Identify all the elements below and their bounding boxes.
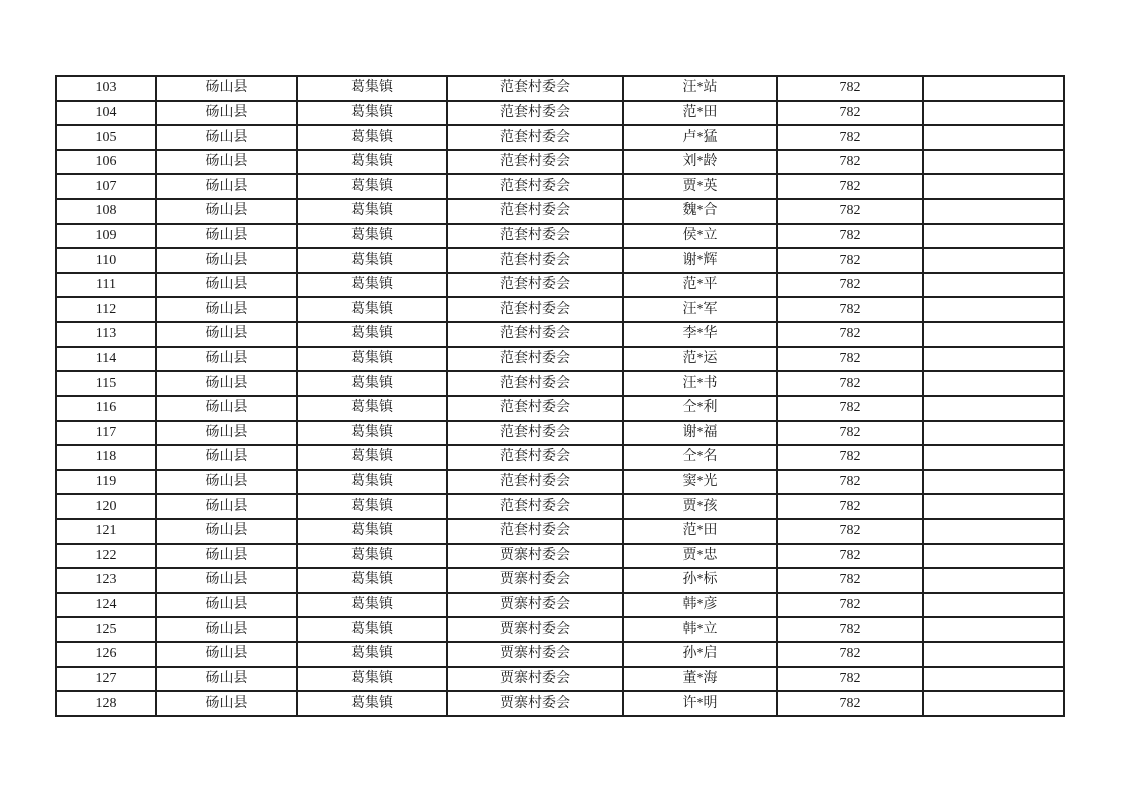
cell-village: 范套村委会 (447, 371, 623, 396)
cell-village: 范套村委会 (447, 421, 623, 446)
cell-county: 砀山县 (156, 371, 297, 396)
cell-person-name: 刘*龄 (623, 150, 777, 175)
cell-row-number: 106 (56, 150, 156, 175)
cell-village: 范套村委会 (447, 322, 623, 347)
cell-row-number: 124 (56, 593, 156, 618)
cell-person-name: 范*田 (623, 519, 777, 544)
cell-person-name: 范*田 (623, 101, 777, 126)
cell-value: 782 (777, 297, 923, 322)
cell-county: 砀山县 (156, 273, 297, 298)
cell-row-number: 116 (56, 396, 156, 421)
cell-county: 砀山县 (156, 347, 297, 372)
cell-village: 范套村委会 (447, 470, 623, 495)
cell-note (923, 642, 1064, 667)
cell-note (923, 470, 1064, 495)
cell-person-name: 贾*英 (623, 174, 777, 199)
cell-person-name: 汪*军 (623, 297, 777, 322)
table-row (56, 273, 1064, 298)
cell-village: 范套村委会 (447, 101, 623, 126)
table-row (56, 125, 1064, 150)
roster-table (55, 75, 1065, 717)
cell-town: 葛集镇 (297, 248, 447, 273)
table-row (56, 593, 1064, 618)
cell-row-number: 103 (56, 76, 156, 101)
cell-town: 葛集镇 (297, 371, 447, 396)
cell-village: 贾寨村委会 (447, 667, 623, 692)
cell-value: 782 (777, 347, 923, 372)
cell-note (923, 224, 1064, 249)
table-row (56, 667, 1064, 692)
cell-person-name: 范*运 (623, 347, 777, 372)
cell-village: 范套村委会 (447, 174, 623, 199)
cell-town: 葛集镇 (297, 224, 447, 249)
cell-value: 782 (777, 691, 923, 716)
cell-town: 葛集镇 (297, 617, 447, 642)
cell-village: 范套村委会 (447, 150, 623, 175)
cell-note (923, 667, 1064, 692)
cell-note (923, 568, 1064, 593)
cell-person-name: 韩*立 (623, 617, 777, 642)
cell-row-number: 118 (56, 445, 156, 470)
cell-note (923, 248, 1064, 273)
cell-row-number: 127 (56, 667, 156, 692)
cell-town: 葛集镇 (297, 593, 447, 618)
cell-village: 范套村委会 (447, 519, 623, 544)
cell-row-number: 104 (56, 101, 156, 126)
cell-value: 782 (777, 174, 923, 199)
cell-value: 782 (777, 248, 923, 273)
cell-village: 范套村委会 (447, 199, 623, 224)
cell-town: 葛集镇 (297, 642, 447, 667)
cell-village: 范套村委会 (447, 273, 623, 298)
cell-county: 砀山县 (156, 593, 297, 618)
cell-county: 砀山县 (156, 568, 297, 593)
cell-person-name: 仝*名 (623, 445, 777, 470)
cell-note (923, 101, 1064, 126)
cell-town: 葛集镇 (297, 667, 447, 692)
cell-person-name: 孙*启 (623, 642, 777, 667)
cell-note (923, 322, 1064, 347)
cell-row-number: 123 (56, 568, 156, 593)
cell-note (923, 445, 1064, 470)
cell-county: 砀山县 (156, 76, 297, 101)
cell-person-name: 李*华 (623, 322, 777, 347)
table-row (56, 174, 1064, 199)
cell-town: 葛集镇 (297, 150, 447, 175)
cell-value: 782 (777, 273, 923, 298)
cell-county: 砀山县 (156, 421, 297, 446)
cell-person-name: 窦*光 (623, 470, 777, 495)
cell-person-name: 董*海 (623, 667, 777, 692)
cell-row-number: 122 (56, 544, 156, 569)
cell-person-name: 孙*标 (623, 568, 777, 593)
cell-person-name: 侯*立 (623, 224, 777, 249)
cell-village: 贾寨村委会 (447, 691, 623, 716)
cell-county: 砀山县 (156, 642, 297, 667)
cell-person-name: 许*明 (623, 691, 777, 716)
cell-county: 砀山县 (156, 224, 297, 249)
cell-row-number: 114 (56, 347, 156, 372)
cell-town: 葛集镇 (297, 199, 447, 224)
cell-village: 贾寨村委会 (447, 617, 623, 642)
table-row (56, 371, 1064, 396)
cell-note (923, 273, 1064, 298)
cell-value: 782 (777, 617, 923, 642)
cell-person-name: 贾*孩 (623, 494, 777, 519)
cell-county: 砀山县 (156, 248, 297, 273)
cell-person-name: 韩*彦 (623, 593, 777, 618)
table-row (56, 617, 1064, 642)
cell-row-number: 115 (56, 371, 156, 396)
cell-county: 砀山县 (156, 297, 297, 322)
table-row (56, 297, 1064, 322)
table-row (56, 494, 1064, 519)
cell-note (923, 297, 1064, 322)
cell-note (923, 396, 1064, 421)
cell-value: 782 (777, 125, 923, 150)
table-row (56, 568, 1064, 593)
cell-person-name: 谢*辉 (623, 248, 777, 273)
table-row (56, 347, 1064, 372)
cell-county: 砀山县 (156, 101, 297, 126)
cell-row-number: 112 (56, 297, 156, 322)
cell-value: 782 (777, 101, 923, 126)
cell-village: 范套村委会 (447, 297, 623, 322)
cell-row-number: 119 (56, 470, 156, 495)
table-row (56, 691, 1064, 716)
cell-note (923, 593, 1064, 618)
table-row (56, 224, 1064, 249)
table-body (56, 76, 1064, 716)
cell-value: 782 (777, 224, 923, 249)
cell-town: 葛集镇 (297, 519, 447, 544)
cell-person-name: 仝*利 (623, 396, 777, 421)
cell-town: 葛集镇 (297, 322, 447, 347)
table-row (56, 150, 1064, 175)
cell-value: 782 (777, 445, 923, 470)
table-row (56, 199, 1064, 224)
cell-village: 范套村委会 (447, 494, 623, 519)
cell-county: 砀山县 (156, 494, 297, 519)
cell-note (923, 125, 1064, 150)
cell-county: 砀山县 (156, 174, 297, 199)
cell-town: 葛集镇 (297, 691, 447, 716)
cell-note (923, 199, 1064, 224)
table-row (56, 396, 1064, 421)
cell-note (923, 494, 1064, 519)
cell-person-name: 范*平 (623, 273, 777, 298)
cell-note (923, 371, 1064, 396)
cell-village: 贾寨村委会 (447, 568, 623, 593)
cell-person-name: 汪*站 (623, 76, 777, 101)
cell-person-name: 谢*福 (623, 421, 777, 446)
cell-row-number: 113 (56, 322, 156, 347)
table-row (56, 76, 1064, 101)
cell-town: 葛集镇 (297, 445, 447, 470)
cell-row-number: 111 (56, 273, 156, 298)
cell-county: 砀山县 (156, 396, 297, 421)
cell-person-name: 卢*猛 (623, 125, 777, 150)
cell-person-name: 汪*书 (623, 371, 777, 396)
cell-village: 范套村委会 (447, 396, 623, 421)
cell-county: 砀山县 (156, 199, 297, 224)
cell-county: 砀山县 (156, 544, 297, 569)
cell-village: 贾寨村委会 (447, 642, 623, 667)
table-row (56, 101, 1064, 126)
cell-town: 葛集镇 (297, 347, 447, 372)
cell-note (923, 174, 1064, 199)
cell-value: 782 (777, 199, 923, 224)
cell-town: 葛集镇 (297, 544, 447, 569)
cell-value: 782 (777, 396, 923, 421)
cell-person-name: 贾*忠 (623, 544, 777, 569)
cell-note (923, 76, 1064, 101)
cell-town: 葛集镇 (297, 174, 447, 199)
cell-row-number: 105 (56, 125, 156, 150)
cell-county: 砀山县 (156, 322, 297, 347)
cell-county: 砀山县 (156, 125, 297, 150)
cell-row-number: 125 (56, 617, 156, 642)
cell-town: 葛集镇 (297, 297, 447, 322)
cell-value: 782 (777, 568, 923, 593)
cell-value: 782 (777, 421, 923, 446)
cell-value: 782 (777, 544, 923, 569)
cell-value: 782 (777, 322, 923, 347)
cell-value: 782 (777, 371, 923, 396)
cell-note (923, 617, 1064, 642)
cell-value: 782 (777, 76, 923, 101)
table-row (56, 470, 1064, 495)
cell-village: 范套村委会 (447, 76, 623, 101)
cell-value: 782 (777, 667, 923, 692)
cell-note (923, 150, 1064, 175)
cell-value: 782 (777, 593, 923, 618)
cell-county: 砀山县 (156, 617, 297, 642)
cell-row-number: 107 (56, 174, 156, 199)
cell-village: 贾寨村委会 (447, 544, 623, 569)
cell-note (923, 421, 1064, 446)
cell-county: 砀山县 (156, 667, 297, 692)
cell-row-number: 108 (56, 199, 156, 224)
cell-row-number: 120 (56, 494, 156, 519)
cell-village: 范套村委会 (447, 445, 623, 470)
table-row (56, 445, 1064, 470)
cell-value: 782 (777, 470, 923, 495)
cell-county: 砀山县 (156, 470, 297, 495)
cell-row-number: 121 (56, 519, 156, 544)
table-row (56, 519, 1064, 544)
cell-village: 范套村委会 (447, 347, 623, 372)
cell-town: 葛集镇 (297, 421, 447, 446)
cell-row-number: 126 (56, 642, 156, 667)
table-row (56, 322, 1064, 347)
table-row (56, 248, 1064, 273)
table-row (56, 421, 1064, 446)
cell-value: 782 (777, 642, 923, 667)
cell-row-number: 117 (56, 421, 156, 446)
cell-county: 砀山县 (156, 150, 297, 175)
cell-note (923, 691, 1064, 716)
table-row (56, 544, 1064, 569)
cell-town: 葛集镇 (297, 101, 447, 126)
table-row (56, 642, 1064, 667)
cell-town: 葛集镇 (297, 273, 447, 298)
cell-county: 砀山县 (156, 519, 297, 544)
cell-value: 782 (777, 494, 923, 519)
cell-person-name: 魏*合 (623, 199, 777, 224)
cell-county: 砀山县 (156, 691, 297, 716)
cell-note (923, 544, 1064, 569)
cell-row-number: 109 (56, 224, 156, 249)
cell-village: 范套村委会 (447, 248, 623, 273)
cell-town: 葛集镇 (297, 76, 447, 101)
cell-note (923, 519, 1064, 544)
cell-village: 范套村委会 (447, 224, 623, 249)
cell-town: 葛集镇 (297, 125, 447, 150)
cell-row-number: 128 (56, 691, 156, 716)
cell-town: 葛集镇 (297, 396, 447, 421)
cell-note (923, 347, 1064, 372)
cell-town: 葛集镇 (297, 470, 447, 495)
cell-village: 范套村委会 (447, 125, 623, 150)
cell-county: 砀山县 (156, 445, 297, 470)
cell-value: 782 (777, 150, 923, 175)
cell-row-number: 110 (56, 248, 156, 273)
cell-town: 葛集镇 (297, 568, 447, 593)
cell-town: 葛集镇 (297, 494, 447, 519)
cell-village: 贾寨村委会 (447, 593, 623, 618)
cell-value: 782 (777, 519, 923, 544)
